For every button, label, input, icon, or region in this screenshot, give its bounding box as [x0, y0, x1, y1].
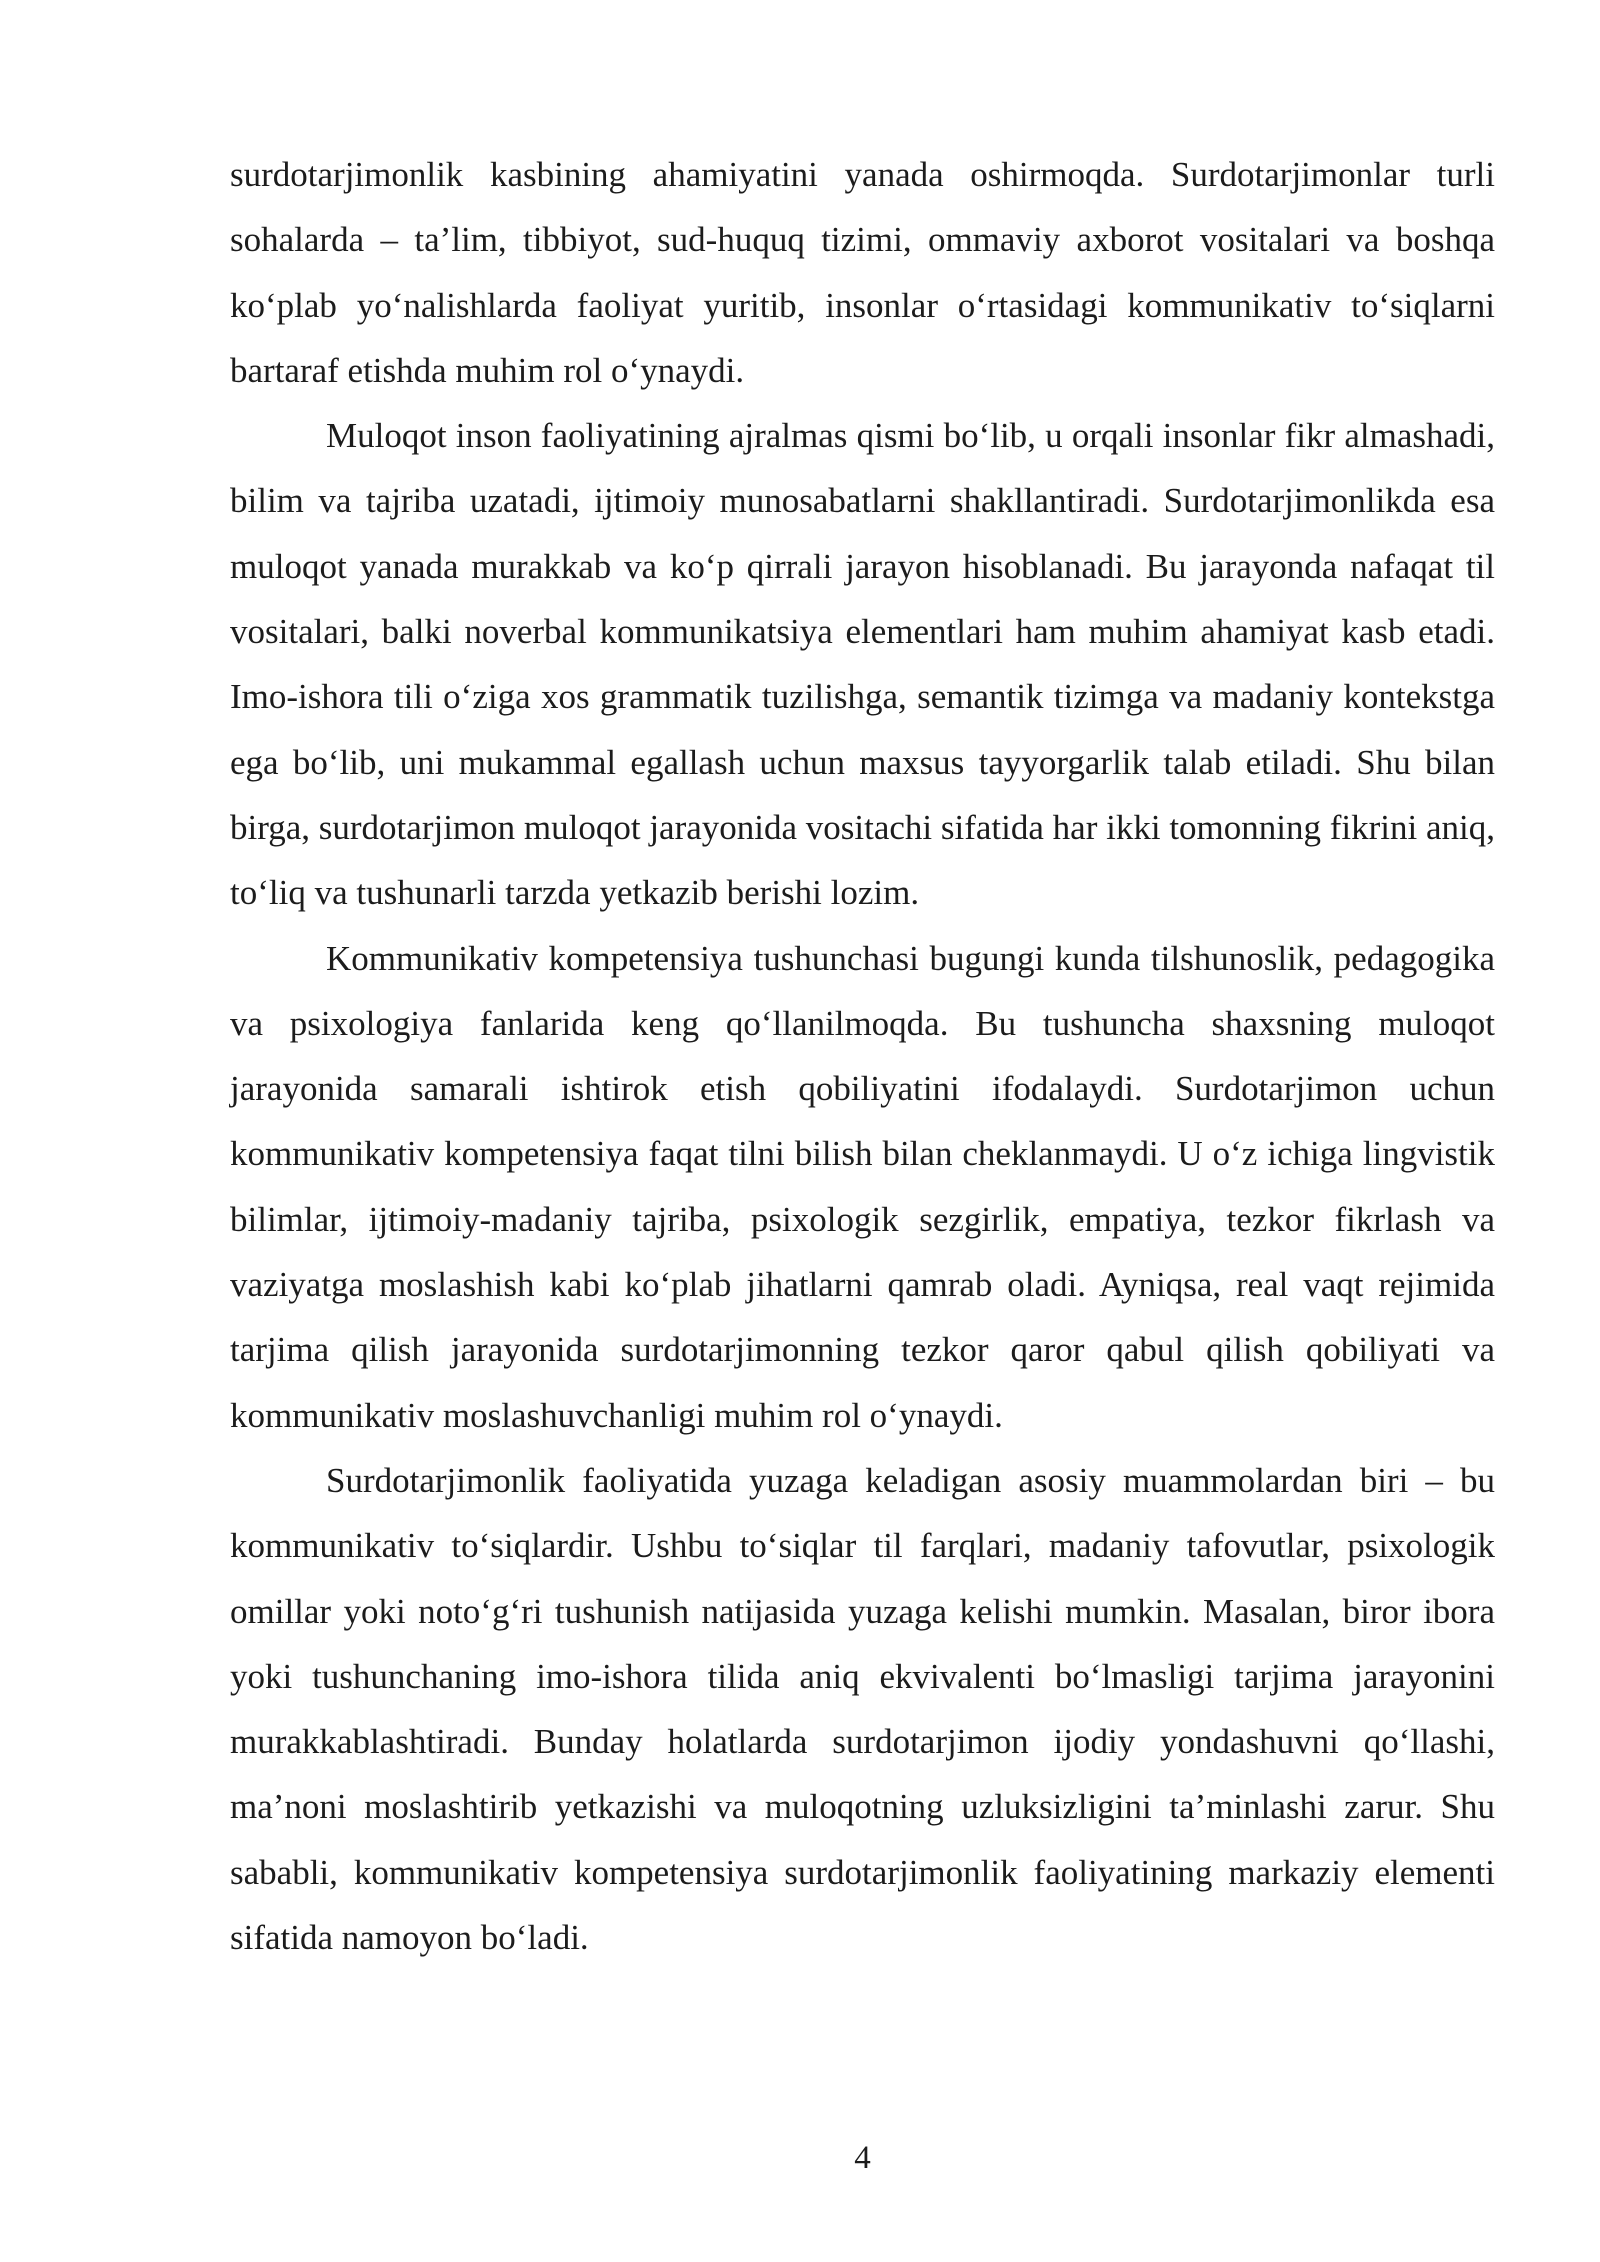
- document-body: [230, 142, 1495, 1970]
- paragraph-muammolar: Surdotarjimonlik faoliyatida yuzaga keladigan asosiy muammolardan biri – bu kommunikativ to‘siqlardir. Ushbu to‘siqlar til farqlari, madaniy tafovutlar, psixologik omillar yoki noto‘g‘ri tushunish natijasida yuzaga kelishi mumkin. Masalan, biror ibora yoki tushunchaning imo-ishora tilida aniq ekvivalenti bo‘lmasligi tarjima jarayonini murakkablashtiradi. Bunday holatlarda surdotarjimon ijodiy yondashuvni qo‘llashi, ma’noni moslashtirib yetkazishi va muloqotning uzluksizligini ta’minlashi zarur. Shu sababli, kommunikativ kompetensiya surdotarjimonlik faoliyatining markaziy elementi sifatida namoyon bo‘ladi.: [230, 1460, 1495, 1958]
- paragraph-kommunikativ-kompetensiya: Kommunikativ kompetensiya tushunchasi bugungi kunda tilshunoslik, pedagogika va psixologiya fanlarida keng qo‘llanilmoqda. Bu tushuncha shaxsning muloqot jarayonida samarali ishtirok etish qobiliyatini ifodalaydi. Surdotarjimon uchun kommunikativ kompetensiya faqat tilni bilish bilan cheklanmaydi. U o‘z ichiga lingvistik bilimlar, ijtimoiy-madaniy tajriba, psixologik sezgirlik, empatiya, tezkor fikrlash va vaziyatga moslashish kabi ko‘plab jihatlarni qamrab oladi. Ayniqsa, real vaqt rejimida tarjima qilish jarayonida surdotarjimonning tezkor qaror qabul qilish qobiliyati va kommunikativ moslashuvchanligi muhim rol o‘ynaydi.: [230, 938, 1495, 1435]
- paragraph-muloqot: Muloqot inson faoliyatining ajralmas qismi bo‘lib, u orqali insonlar fikr almashadi, bilim va tajriba uzatadi, ijtimoiy munosabatlarni shakllantiradi. Surdotarjimonlikda esa muloqot yanada murakkab va ko‘p qirrali jarayon hisoblanadi. Bu jarayonda nafaqat til vositalari, balki noverbal kommunikatsiya elementlari ham muhim ahamiyat kasb etadi. Imo-ishora tili o‘ziga xos grammatik tuzilishga, semantik tizimga va madaniy kontekstga ega bo‘lib, uni mukammal egallash uchun maxsus tayyorgarlik talab etiladi. Shu bilan birga, surdotarjimon muloqot jarayonida vositachi sifatida har ikki tomonning fikrini aniq, to‘liq va tushunarli tarzda yetkazib berishi lozim.: [230, 416, 1495, 913]
- page-number: 4: [854, 2140, 871, 2176]
- paragraph-continuation: surdotarjimonlik kasbining ahamiyatini yanada oshirmoqda. Surdotarjimonlar turli sohalarda – ta’lim, tibbiyot, sud-huquq tizimi, ommaviy axborot vositalari va boshqa ko‘plab yo‘nalishlarda faoliyat yuritib, insonlar o‘rtasidagi kommunikativ to‘siqlarni bartaraf etishda muhim rol o‘ynaydi.: [230, 155, 1495, 390]
